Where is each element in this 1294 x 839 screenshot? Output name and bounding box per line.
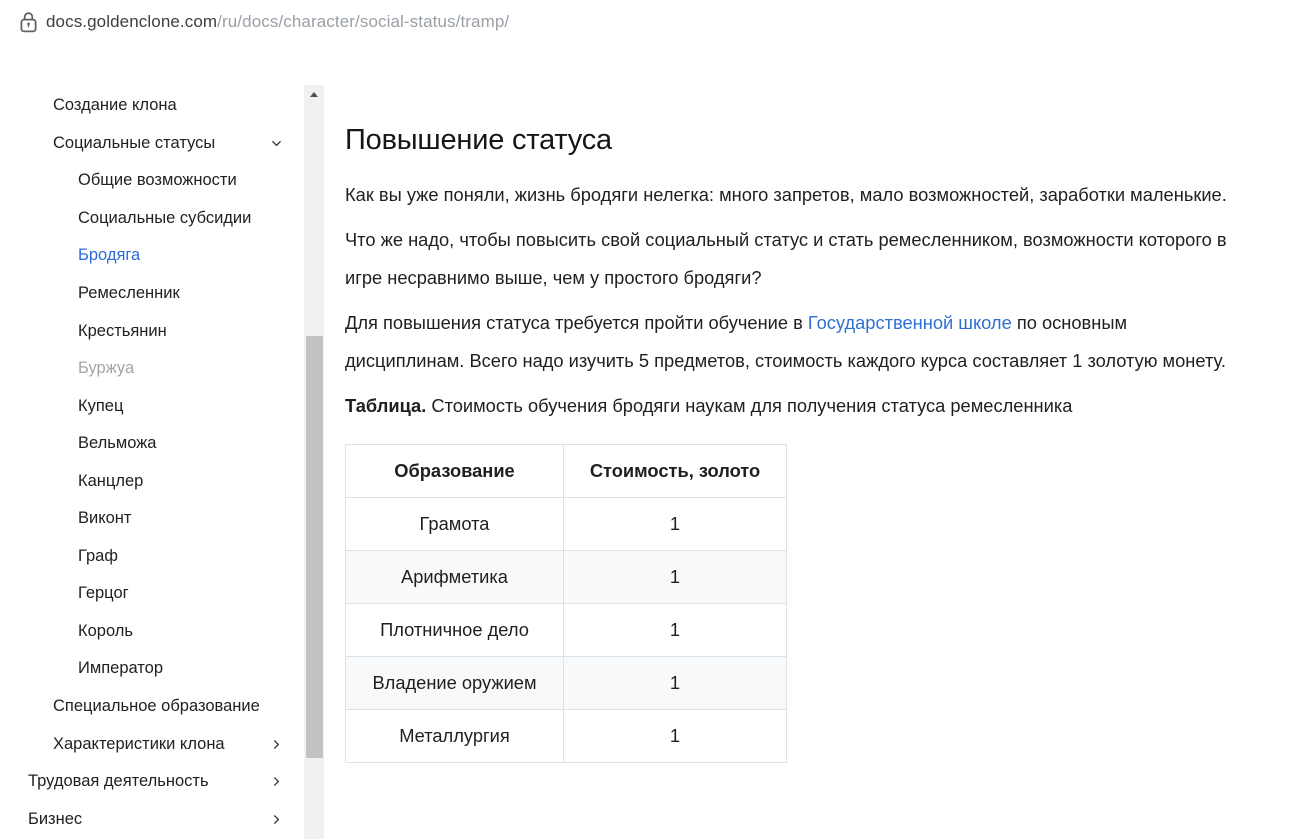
scrollbar-thumb[interactable] bbox=[306, 336, 323, 758]
sidebar-item[interactable] bbox=[0, 312, 304, 350]
sidebar-item-label: Специальное образование bbox=[53, 697, 260, 716]
cell-cost: 1 bbox=[564, 551, 787, 604]
sidebar-item[interactable] bbox=[0, 275, 304, 313]
state-school-link[interactable]: Государственной школе bbox=[807, 312, 1012, 333]
table-caption-label: Таблица. bbox=[345, 395, 427, 416]
sidebar-item[interactable] bbox=[0, 800, 304, 838]
url-path: /ru/docs/character/social-status/tramp/ bbox=[217, 12, 510, 31]
sidebar-item-label: Бизнес bbox=[28, 809, 83, 828]
column-header-education: Образование bbox=[346, 445, 564, 498]
sidebar-item-label: Общие возможности bbox=[78, 171, 237, 190]
sidebar-item-label: Социальные статусы bbox=[53, 133, 216, 152]
education-cost-table bbox=[345, 444, 787, 763]
scroll-up-arrow-icon bbox=[310, 92, 318, 97]
sidebar-item[interactable] bbox=[0, 162, 304, 200]
url-domain: docs.goldenclone.com bbox=[46, 12, 218, 31]
chevron-down-icon bbox=[270, 137, 283, 150]
cell-education: Плотничное дело bbox=[346, 604, 564, 657]
column-header-cost: Стоимость, золото bbox=[564, 445, 787, 498]
sidebar-item-label: Создание клона bbox=[53, 96, 177, 115]
paragraph-1: Как вы уже поняли, жизнь бродяги нелегка: много запретов, мало возможностей, заработки маленькие. bbox=[345, 184, 1227, 205]
table-row bbox=[346, 604, 787, 657]
sidebar-item-label: Бродяга bbox=[78, 246, 141, 265]
sidebar-item-label: Ремесленник bbox=[78, 284, 180, 302]
sidebar-item[interactable] bbox=[0, 725, 304, 763]
cell-cost: 1 bbox=[564, 498, 787, 551]
paragraph-3-before: Для повышения статуса требуется пройти обучение в bbox=[345, 312, 808, 333]
sidebar-item-label: Канцлер bbox=[78, 471, 144, 490]
scrollbar-up-button[interactable] bbox=[304, 85, 324, 103]
sidebar-item-label: Император bbox=[78, 659, 164, 678]
table-caption bbox=[345, 387, 1235, 425]
sidebar-item-label: Граф bbox=[78, 546, 118, 565]
sidebar-item[interactable] bbox=[0, 387, 304, 425]
sidebar-item[interactable] bbox=[0, 763, 304, 801]
table-row bbox=[346, 710, 787, 763]
sidebar-item[interactable] bbox=[0, 500, 304, 538]
table-row bbox=[346, 657, 787, 710]
sidebar-item-label: Купец bbox=[78, 396, 124, 415]
sidebar-item[interactable] bbox=[0, 688, 304, 726]
sidebar-item-label: Трудовая деятельность bbox=[28, 772, 209, 791]
sidebar-item[interactable] bbox=[0, 425, 304, 463]
chevron-right-icon bbox=[270, 738, 283, 751]
sidebar-item[interactable] bbox=[0, 650, 304, 688]
sidebar-item[interactable] bbox=[0, 575, 304, 613]
cell-education: Металлургия bbox=[346, 710, 564, 763]
sidebar-item-label: Виконт bbox=[78, 509, 132, 528]
chevron-right-icon bbox=[270, 775, 283, 788]
paragraph-3 bbox=[345, 304, 1235, 380]
sidebar-item-label: Буржуа bbox=[78, 359, 135, 378]
sidebar-item[interactable] bbox=[0, 87, 304, 125]
chevron-right-icon bbox=[270, 813, 283, 826]
table-body bbox=[346, 498, 787, 763]
sidebar-nav bbox=[0, 87, 304, 838]
sidebar-item-label: Вельможа bbox=[78, 434, 157, 453]
table-header-row bbox=[346, 445, 787, 498]
sidebar-item-label: Социальные субсидии bbox=[78, 208, 252, 227]
sidebar-item[interactable] bbox=[0, 200, 304, 238]
sidebar-item[interactable] bbox=[0, 125, 304, 163]
sidebar-item[interactable] bbox=[0, 462, 304, 500]
lock-icon[interactable] bbox=[20, 11, 37, 33]
cell-education: Владение оружием bbox=[346, 657, 564, 710]
paragraph-2: Что же надо, чтобы повысить свой социальный статус и стать ремесленником, возможности которого в игре несравнимо выше, чем у простого бродяги? bbox=[345, 229, 1227, 288]
page-title: Повышение статуса bbox=[345, 124, 612, 156]
sidebar-item[interactable] bbox=[0, 350, 304, 388]
cell-cost: 1 bbox=[564, 604, 787, 657]
table-caption-text: Стоимость обучения бродяги наукам для получения статуса ремесленника bbox=[426, 395, 1073, 416]
cell-education: Арифметика bbox=[346, 551, 564, 604]
paragraph-3-after: по основным дисциплинам. Всего надо изучить 5 предметов, стоимость каждого курса составляет 1 золотую монету. bbox=[345, 312, 1226, 371]
sidebar-item[interactable] bbox=[0, 613, 304, 651]
table-row bbox=[346, 551, 787, 604]
sidebar-item-label: Король bbox=[78, 621, 134, 640]
table-row bbox=[346, 498, 787, 551]
sidebar-scrollbar[interactable] bbox=[304, 85, 324, 839]
main-content bbox=[345, 0, 1245, 763]
sidebar-item-label: Герцог bbox=[78, 584, 129, 603]
sidebar-item[interactable] bbox=[0, 538, 304, 576]
sidebar-item[interactable] bbox=[0, 237, 304, 275]
cell-education: Грамота bbox=[346, 498, 564, 551]
cell-cost: 1 bbox=[564, 657, 787, 710]
cell-cost: 1 bbox=[564, 710, 787, 763]
sidebar-item-label: Характеристики клона bbox=[53, 734, 225, 753]
sidebar-item-label: Крестьянин bbox=[78, 321, 167, 340]
